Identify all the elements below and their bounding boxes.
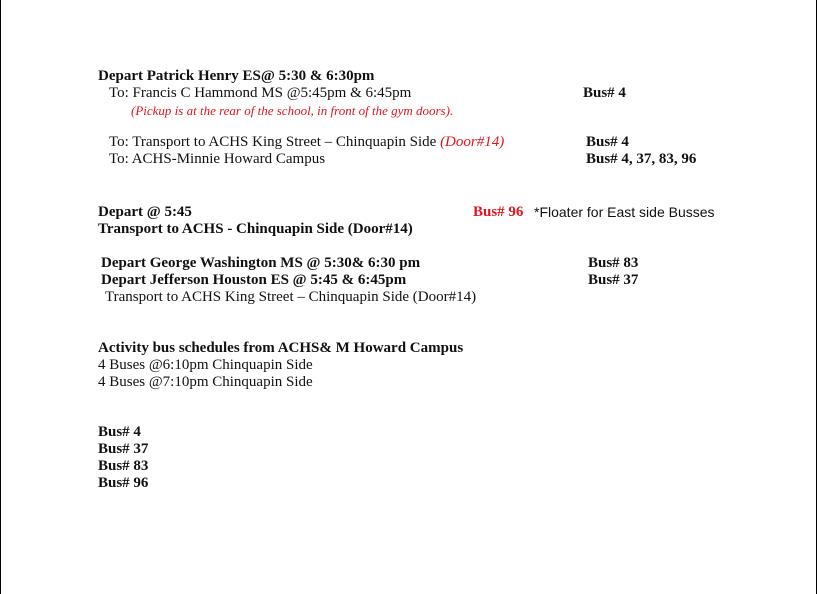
pickup-note: (Pickup is at the rear of the school, in front of the gym doors). (131, 103, 454, 118)
chinquapin-transport-heading: Transport to ACHS - Chinquapin Side (Door#14) (98, 221, 413, 237)
activity-bus-heading: Activity bus schedules from ACHS& M Howard Campus (98, 340, 464, 356)
minnie-howard-buses: Bus# 4, 37, 83, 96 (586, 151, 697, 167)
bus-list-item: Bus# 37 (98, 441, 149, 457)
patrick-henry-heading: Depart Patrick Henry ES@ 5:30 & 6:30pm (98, 68, 375, 84)
bus-96-label: Bus# 96 (473, 204, 524, 220)
bus-list-item: Bus# 83 (98, 458, 149, 474)
hammond-route: To: Francis C Hammond MS @5:45pm & 6:45pm (109, 85, 412, 101)
bus-list-item: Bus# 96 (98, 475, 149, 491)
activity-bus-710: 4 Buses @7:10pm Chinquapin Side (98, 374, 313, 390)
jefferson-houston-line: Depart Jefferson Houston ES @ 5:45 & 6:45pm (101, 272, 407, 288)
george-washington-bus: Bus# 83 (588, 255, 639, 271)
jefferson-houston-bus: Bus# 37 (588, 272, 639, 288)
hammond-bus: Bus# 4 (583, 85, 626, 101)
george-washington-line: Depart George Washington MS @ 5:30& 6:30 pm (101, 255, 421, 271)
floater-note: *Floater for East side Busses (534, 204, 715, 220)
minnie-howard-route: To: ACHS-Minnie Howard Campus (109, 151, 326, 167)
king-street-route (109, 134, 504, 151)
king-street-route-text: To: Transport to ACHS King Street – Chinquapin Side (109, 134, 441, 150)
king-street-transport-line: Transport to ACHS King Street – Chinquapin Side (Door#14) (105, 289, 477, 305)
activity-bus-610: 4 Buses @6:10pm Chinquapin Side (98, 357, 313, 373)
door-14-label: (Door#14) (440, 134, 505, 150)
bus-list-item: Bus# 4 (98, 424, 141, 440)
king-street-bus: Bus# 4 (586, 134, 629, 150)
depart-545-heading: Depart @ 5:45 (98, 204, 192, 220)
